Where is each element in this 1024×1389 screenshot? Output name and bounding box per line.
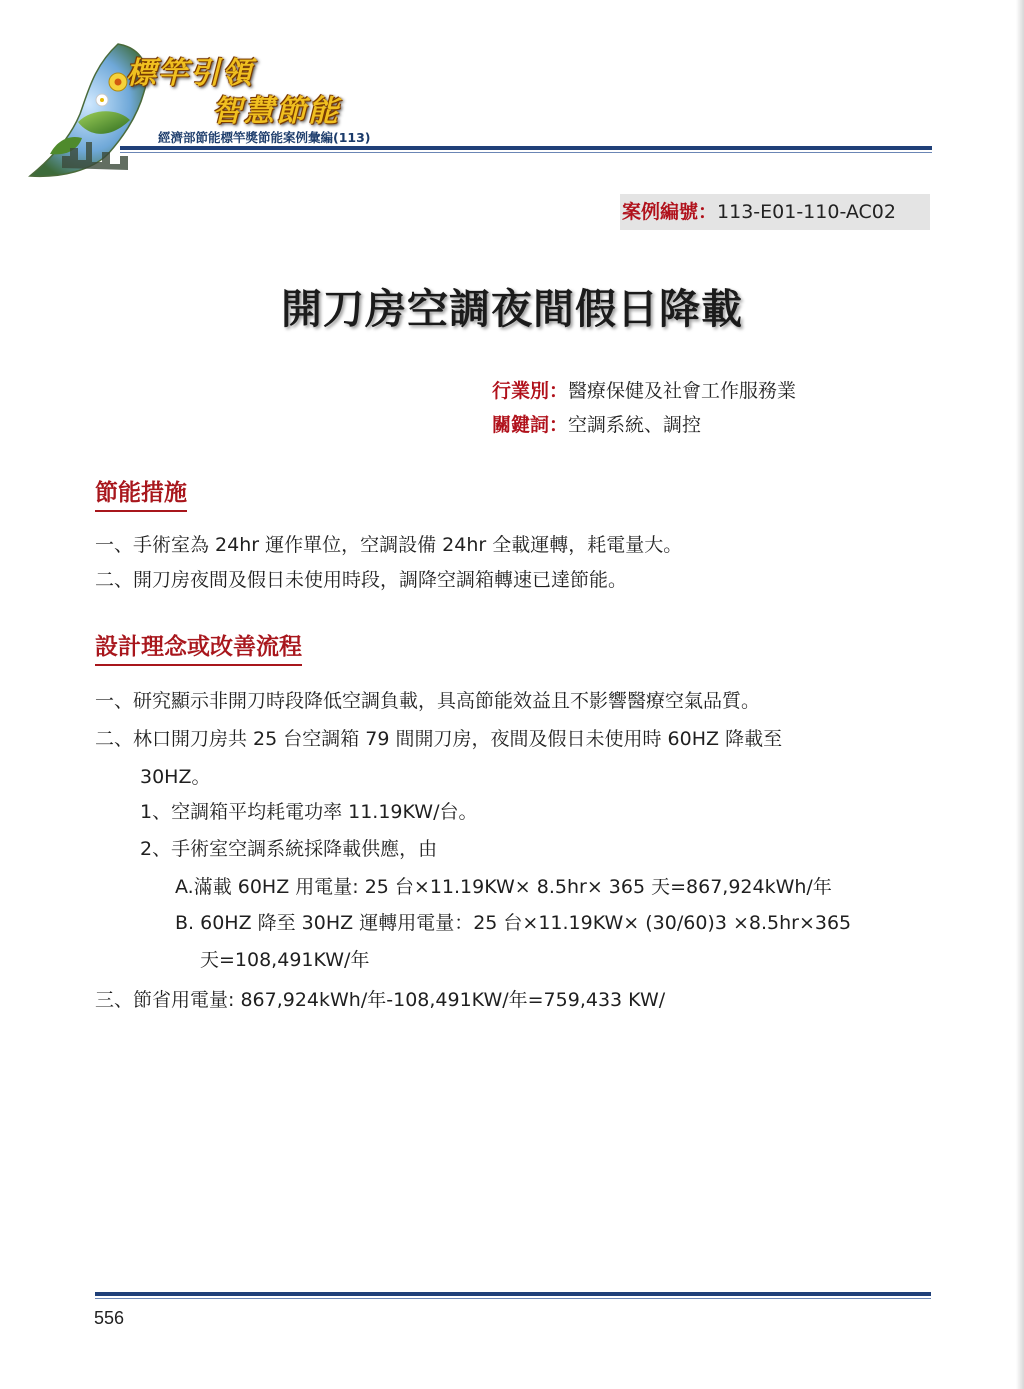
page-title: 開刀房空調夜間假日降載: [281, 285, 743, 333]
design-calc-b-cont: 天=108,491KW/年: [200, 949, 370, 971]
header-logo: [22, 38, 362, 188]
page-number: 556: [94, 1308, 125, 1328]
section-heading-measures: 節能措施: [95, 474, 187, 512]
industry-row: [492, 376, 796, 403]
design-subitem-2: 2、手術室空調系統採降載供應，由: [140, 838, 438, 860]
case-number-label: 案例編號：: [622, 201, 718, 223]
design-calc-a: A.滿載 60HZ 用電量: 25 台×11.19KW× 8.5hr× 365 天=867,924kWh/年: [175, 876, 832, 898]
footer-divider-thin: [95, 1298, 931, 1299]
industry-value: 醫療保健及社會工作服務業: [568, 380, 797, 402]
design-line-1: 一、研究顯示非開刀時段降低空調負載，具高節能效益且不影響醫療空氣品質。: [95, 690, 761, 712]
design-subitem-1: 1、空調箱平均耗電功率 11.19KW/台。: [140, 801, 478, 823]
industry-label: 行業別：: [492, 380, 569, 402]
keyword-value: 空調系統、調控: [568, 414, 702, 436]
section-heading-design: 設計理念或改善流程: [95, 628, 302, 666]
keyword-label: 關鍵詞：: [492, 414, 569, 436]
header-subtitle: 經濟部節能標竿獎節能案例彙編(113): [158, 130, 371, 145]
design-line-2: 二、林口開刀房共 25 台空調箱 79 間開刀房，夜間及假日未使用時 60HZ 降載至: [95, 728, 783, 750]
header-divider: [120, 146, 932, 150]
measure-line-1: 一、手術室為 24hr 運作單位，空調設備 24hr 全載運轉，耗電量大。: [95, 534, 683, 556]
footer-divider: [95, 1292, 931, 1296]
design-calc-b: B. 60HZ 降至 30HZ 運轉用電量：25 台×11.19KW× (30/60)3 ×8.5hr×365: [175, 912, 852, 934]
header-divider-thin: [120, 152, 932, 153]
page-edge-shadow: [1016, 0, 1024, 1389]
logo-text-line2: 智慧節能: [212, 94, 340, 129]
measure-line-2: 二、開刀房夜間及假日未使用時段，調降空調箱轉速已達節能。: [95, 569, 628, 591]
design-line-3: 三、節省用電量: 867,924kWh/年-108,491KW/年=759,433 KW/: [95, 989, 666, 1011]
logo-text-line1: 標竿引領: [126, 56, 254, 91]
design-line-2-cont: 30HZ。: [140, 766, 211, 788]
keyword-row: [492, 410, 701, 437]
case-number-value: 113-E01-110-AC02: [717, 201, 896, 223]
case-number-box: [620, 194, 930, 230]
